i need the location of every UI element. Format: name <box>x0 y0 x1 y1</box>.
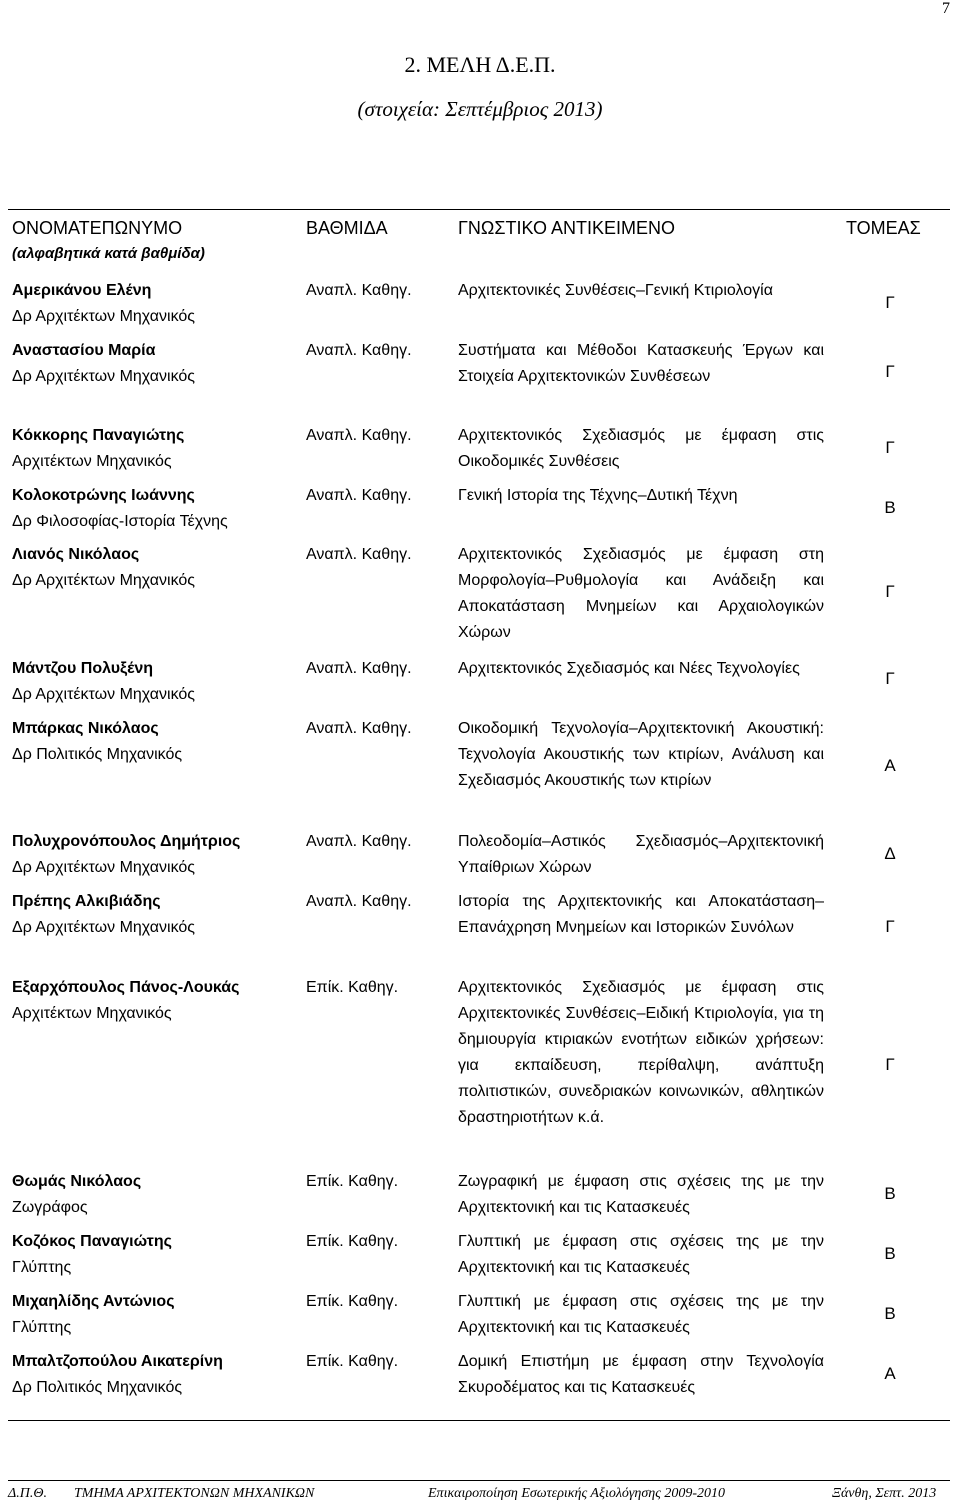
member-name: Κόκκορης Παναγιώτης <box>12 427 185 444</box>
member-subject: Ιστορία της Αρχιτεκτονικής και Αποκατάσταση–Επανάχρηση Μνημείων και Ιστορικών Συνόλων <box>458 893 824 936</box>
member-subject: Αρχιτεκτονικές Συνθέσεις–Γενική Κτιριολογία <box>458 282 773 299</box>
member-subject: Οικοδομική Τεχνολογία–Αρχιτεκτονική Ακουστική: Τεχνολογία Ακουστικής των κτιρίων, Ανάλυση και Σχεδιασμός Ακουστικής των κτιρίων <box>458 720 824 789</box>
member-name: Μπάρκας Νικόλαος <box>12 720 159 737</box>
member-sector: Γ <box>885 669 895 688</box>
member-name: Θωμάς Νικόλαος <box>12 1173 142 1190</box>
member-rank: Αναπλ. Καθηγ. <box>306 487 412 504</box>
member-sector: Α <box>884 1364 896 1383</box>
member-rank: Αναπλ. Καθηγ. <box>306 833 412 850</box>
member-subject: Συστήματα και Μέθοδοι Κατασκευής Έργων και Στοιχεία Αρχιτεκτονικών Συνθέσεων <box>458 342 824 385</box>
member-rank: Αναπλ. Καθηγ. <box>306 342 412 359</box>
member-name: Αναστασίου Μαρία <box>12 342 156 359</box>
member-name: Πολυχρονόπουλος Δημήτριος <box>12 833 241 850</box>
footer-department: ΤΜΗΜΑ ΑΡΧΙΤΕΚΤΟΝΩΝ ΜΗΧΑΝΙΚΩΝ <box>74 1486 315 1501</box>
member-rank: Αναπλ. Καθηγ. <box>306 546 412 563</box>
member-name: Λιανός Νικόλαος <box>12 546 140 563</box>
footer-rule <box>8 1480 950 1481</box>
member-rank: Επίκ. Καθηγ. <box>306 979 399 996</box>
member-rank: Επίκ. Καθηγ. <box>306 1293 399 1310</box>
member-sector: Α <box>884 756 896 775</box>
page-title: 2. ΜΕΛΗ Δ.Ε.Π. <box>404 52 556 77</box>
member-qualification: Δρ Αρχιτέκτων Μηχανικός <box>12 572 195 589</box>
footer-report: Επικαιροποίηση Εσωτερικής Αξιολόγησης 2009-2010 <box>428 1486 726 1501</box>
member-rank: Αναπλ. Καθηγ. <box>306 720 412 737</box>
member-sector: Γ <box>885 1055 895 1074</box>
member-name: Μιχαηλίδης Αντώνιος <box>12 1293 175 1310</box>
header-subject: ΓΝΩΣΤΙΚΟ ΑΝΤΙΚΕΙΜΕΝΟ <box>458 218 675 238</box>
member-qualification: Αρχιτέκτων Μηχανικός <box>12 1005 172 1022</box>
member-name: Κολοκοτρώνης Ιωάννης <box>12 487 195 504</box>
table-bottom-rule <box>8 1420 950 1421</box>
member-subject: Δομική Επιστήμη με έμφαση στην Τεχνολογία Σκυροδέματος και τις Κατασκευές <box>458 1353 824 1396</box>
member-sector: Γ <box>885 917 895 936</box>
member-rank: Αναπλ. Καθηγ. <box>306 660 412 677</box>
member-sector: Β <box>884 1304 896 1323</box>
header-name: ΟΝΟΜΑΤΕΠΩΝΥΜΟ <box>12 218 183 238</box>
member-subject: Γλυπτική με έμφαση στις σχέσεις της με την Αρχιτεκτονική και τις Κατασκευές <box>458 1293 824 1336</box>
member-sector: Γ <box>885 362 895 381</box>
header-rank: ΒΑΘΜΙΔΑ <box>306 218 388 238</box>
member-qualification: Δρ Αρχιτέκτων Μηχανικός <box>12 859 195 876</box>
member-subject: Γενική Ιστορία της Τέχνης–Δυτική Τέχνη <box>458 487 738 504</box>
member-name: Μάντζου Πολυξένη <box>12 660 154 677</box>
member-qualification: Δρ Αρχιτέκτων Μηχανικός <box>12 368 195 385</box>
member-subject: Αρχιτεκτονικός Σχεδιασμός με έμφαση στις Οικοδομικές Συνθέσεις <box>458 427 824 470</box>
member-rank: Επίκ. Καθηγ. <box>306 1233 399 1250</box>
member-subject: Αρχιτεκτονικός Σχεδιασμός και Νέες Τεχνολογίες <box>458 660 800 677</box>
member-sector: Δ <box>884 844 896 863</box>
member-sector: Β <box>884 1184 896 1203</box>
footer-place-date: Ξάνθη, Σεπτ. 2013 <box>832 1486 937 1501</box>
member-rank: Αναπλ. Καθηγ. <box>306 893 412 910</box>
table-top-rule <box>8 209 950 210</box>
member-sector: Γ <box>885 582 895 601</box>
member-rank: Επίκ. Καθηγ. <box>306 1173 399 1190</box>
member-qualification: Δρ Αρχιτέκτων Μηχανικός <box>12 308 195 325</box>
member-name: Πρέπης Αλκιβιάδης <box>12 893 161 910</box>
member-name: Μπαλτζοπούλου Αικατερίνη <box>12 1353 223 1370</box>
member-qualification: Γλύπτης <box>12 1319 72 1336</box>
member-subject: Πολεοδομία–Αστικός Σχεδιασμός–Αρχιτεκτονική Υπαίθριων Χώρων <box>458 833 824 876</box>
member-rank: Επίκ. Καθηγ. <box>306 1353 399 1370</box>
member-qualification: Ζωγράφος <box>12 1199 88 1216</box>
member-qualification: Γλύπτης <box>12 1259 72 1276</box>
member-qualification: Δρ Φιλοσοφίας-Ιστορία Τέχνης <box>12 513 228 530</box>
member-subject: Ζωγραφική με έμφαση στις σχέσεις της με την Αρχιτεκτονική και τις Κατασκευές <box>458 1173 824 1216</box>
member-qualification: Αρχιτέκτων Μηχανικός <box>12 453 172 470</box>
member-subject: Γλυπτική με έμφαση στις σχέσεις της με την Αρχιτεκτονική και τις Κατασκευές <box>458 1233 824 1276</box>
page-number: 7 <box>942 0 950 17</box>
member-sector: Β <box>884 1244 896 1263</box>
footer-university: Δ.Π.Θ. <box>8 1486 47 1501</box>
member-qualification: Δρ Πολιτικός Μηχανικός <box>12 746 183 763</box>
header-sector: ΤΟΜΕΑΣ <box>846 218 921 238</box>
member-name: Εξαρχόπουλος Πάνος-Λουκάς <box>12 979 240 996</box>
member-rank: Αναπλ. Καθηγ. <box>306 427 412 444</box>
member-sector: Β <box>884 498 896 517</box>
member-sector: Γ <box>885 293 895 312</box>
member-rank: Αναπλ. Καθηγ. <box>306 282 412 299</box>
member-sector: Γ <box>885 438 895 457</box>
member-name: Κοζόκος Παναγιώτης <box>12 1233 172 1250</box>
member-qualification: Δρ Αρχιτέκτων Μηχανικός <box>12 686 195 703</box>
member-qualification: Δρ Αρχιτέκτων Μηχανικός <box>12 919 195 936</box>
member-name: Αμερικάνου Ελένη <box>12 282 152 299</box>
header-name-note: (αλφαβητικά κατά βαθμίδα) <box>12 245 205 262</box>
member-subject: Αρχιτεκτονικός Σχεδιασμός με έμφαση στη Μορφολογία–Ρυθμολογία και Ανάδειξη και Αποκατάσταση Μνημείων και Αρχαιολογικών Χώρων <box>458 546 824 641</box>
page-subtitle: (στοιχεία: Σεπτέμβριος 2013) <box>357 97 603 121</box>
member-qualification: Δρ Πολιτικός Μηχανικός <box>12 1379 183 1396</box>
member-subject: Αρχιτεκτονικός Σχεδιασμός με έμφαση στις Αρχιτεκτονικές Συνθέσεις–Ειδική Κτιριολογία, για τη δημιουργία κτιριακών ενοτήτων ειδικών χρήσεων: για εκπαίδευση, περίθαλψη, ανάπτυξη πολιτιστικών, συνεδριακών κοινωνικών, αθλητικών δραστηριοτήτων κ.ά. <box>458 979 824 1126</box>
